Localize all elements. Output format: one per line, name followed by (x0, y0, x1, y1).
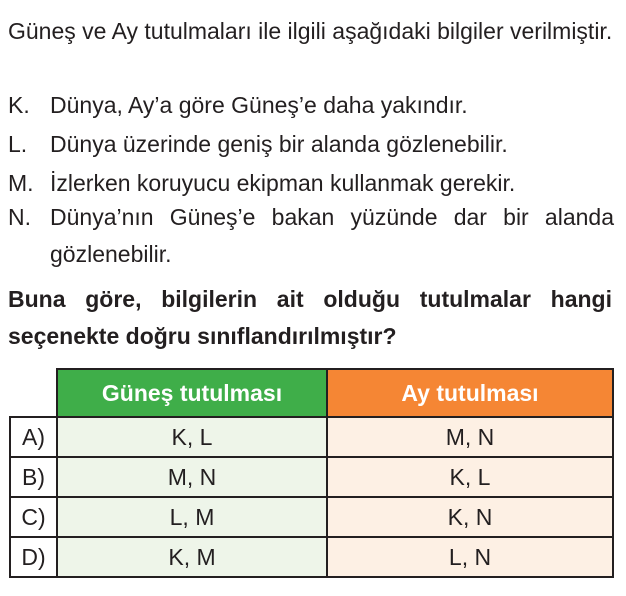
option-letter[interactable]: A) (10, 417, 57, 457)
statement-key: K. (8, 92, 30, 118)
option-letter[interactable]: B) (10, 457, 57, 497)
question-intro: Güneş ve Ay tutulmaları ile ilgili aşağıdaki bilgiler verilmiştir. (8, 18, 613, 44)
statement-key: L. (8, 131, 28, 157)
statement-n (8, 199, 614, 273)
statement-l (8, 126, 614, 163)
option-letter[interactable]: D) (10, 537, 57, 577)
statement-text: İzlerken koruyucu ekipman kullanmak gerekir. (50, 170, 516, 196)
gunes-cell: K, M (57, 537, 327, 577)
header-ay-tutulmasi: Ay tutulması (327, 369, 613, 417)
header-gunes-tutulmasi: Güneş tutulması (57, 369, 327, 417)
question-prompt: Buna göre, bilgilerin ait olduğu tutulmalar hangi seçenekte doğru sınıflandırılmıştır? (8, 286, 612, 349)
ay-cell: L, N (327, 537, 613, 577)
gunes-cell: K, L (57, 417, 327, 457)
statement-key: N. (8, 204, 31, 230)
option-row-d[interactable] (10, 537, 613, 577)
ay-cell: M, N (327, 417, 613, 457)
option-row-c[interactable] (10, 497, 613, 537)
statement-text: Dünya, Ay’a göre Güneş’e daha yakındır. (50, 92, 468, 118)
statement-text: Dünya’nın Güneş’e bakan yüzünde dar bir alanda gözlenebilir. (50, 204, 614, 267)
gunes-cell: M, N (57, 457, 327, 497)
option-letter[interactable]: C) (10, 497, 57, 537)
statement-k (8, 87, 614, 124)
statement-m (8, 165, 614, 202)
ay-cell: K, L (327, 457, 613, 497)
option-row-b[interactable] (10, 457, 613, 497)
statement-key: M. (8, 170, 34, 196)
table-header-row (10, 369, 613, 417)
option-row-a[interactable] (10, 417, 613, 457)
answer-table (9, 368, 614, 578)
table-corner (10, 369, 57, 417)
gunes-cell: L, M (57, 497, 327, 537)
statement-text: Dünya üzerinde geniş bir alanda gözlenebilir. (50, 131, 508, 157)
ay-cell: K, N (327, 497, 613, 537)
